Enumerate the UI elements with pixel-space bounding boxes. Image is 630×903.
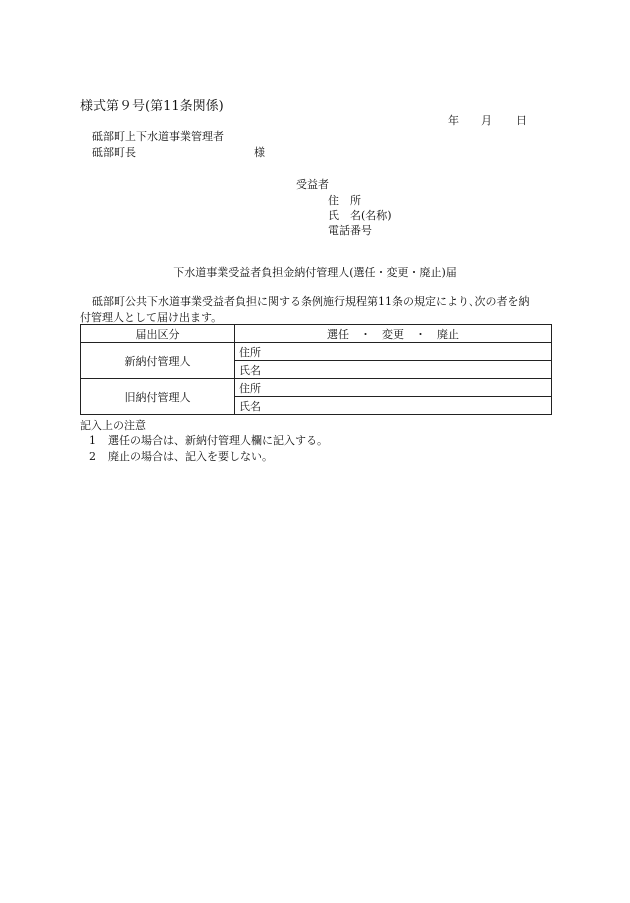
applicant-name-label: 氏 名(名称) <box>328 209 392 222</box>
body-text-line-2: 付管理人として届け出ます。 <box>80 311 223 324</box>
addressee-line-1: 砥部町上下水道事業管理者 <box>92 130 224 143</box>
header-category-cell: 届出区分 <box>81 325 235 343</box>
new-manager-label: 新納付管理人 <box>81 343 235 379</box>
notification-table <box>80 324 552 415</box>
note-text: 廃止の場合は、記入を要しない。 <box>108 450 273 463</box>
date-year-label: 年 <box>448 114 459 127</box>
notes-title: 記入上の注意 <box>80 419 146 432</box>
applicant-phone-label: 電話番号 <box>328 224 372 237</box>
form-number: 様式第９号(第11条関係) <box>80 99 224 114</box>
note-item <box>89 448 273 464</box>
note-number: 2 <box>89 450 96 463</box>
applicant-address-label: 住 所 <box>328 194 361 207</box>
old-manager-name-field[interactable]: 氏名 <box>235 397 552 415</box>
document-title: 下水道事業受益者負担金納付管理人(選任・変更・廃止)届 <box>173 266 457 279</box>
body-text-line-1: 砥部町公共下水道事業受益者負担に関する条例施行規程第11条の規定により､次の者を納 <box>92 295 530 308</box>
table-header-row <box>81 325 552 343</box>
old-manager-label: 旧納付管理人 <box>81 379 235 415</box>
table-row <box>81 343 552 361</box>
note-number: 1 <box>89 434 96 447</box>
date-line <box>448 112 527 128</box>
date-month-label: 月 <box>481 114 492 127</box>
header-options-cell: 選任 ・ 変更 ・ 廃止 <box>235 325 552 343</box>
old-manager-address-field[interactable]: 住所 <box>235 379 552 397</box>
date-day-label: 日 <box>516 114 527 127</box>
note-text: 選任の場合は、新納付管理人欄に記入する。 <box>108 434 328 447</box>
note-item <box>89 432 328 448</box>
new-manager-name-field[interactable]: 氏名 <box>235 361 552 379</box>
addressee-line-2: 砥部町長 <box>92 146 136 159</box>
addressee-honorific: 様 <box>254 146 265 159</box>
new-manager-address-field[interactable]: 住所 <box>235 343 552 361</box>
applicant-heading: 受益者 <box>296 178 329 191</box>
table-row <box>81 379 552 397</box>
